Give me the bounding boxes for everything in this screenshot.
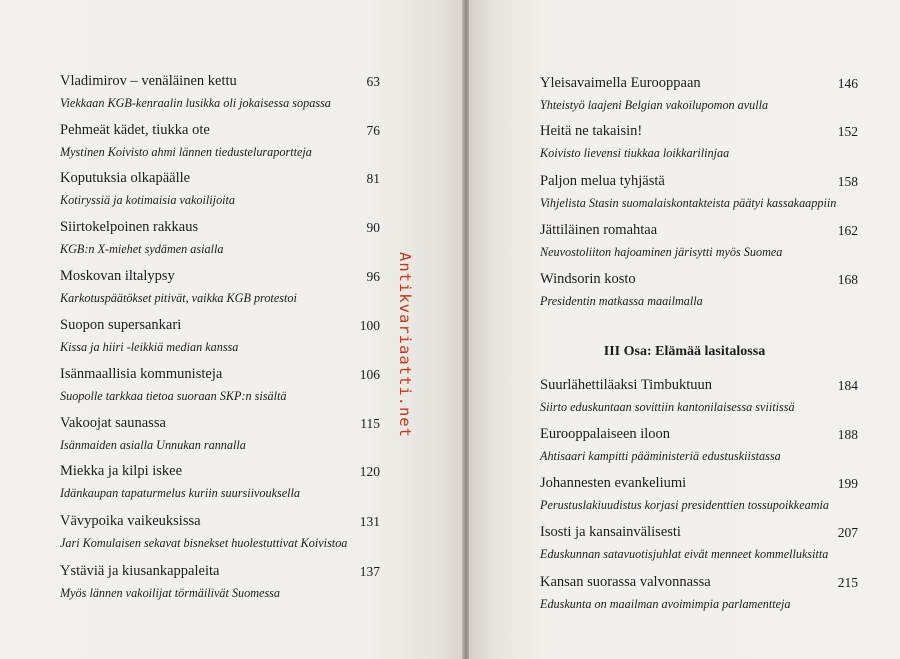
entry-page-number: 96 bbox=[366, 269, 380, 284]
entry-title: Miekka ja kilpi iskee bbox=[60, 463, 183, 479]
entry-subtitle: Kotiryssiä ja kotimaisia vakoilijoita bbox=[60, 193, 236, 207]
entry-subtitle: Presidentin matkassa maailmalla bbox=[540, 294, 703, 308]
entry-title: Suurlähettiläaksi Timbuktuun bbox=[540, 377, 712, 393]
entry-page-number: 215 bbox=[837, 575, 858, 590]
entry-title: Moskovan iltalypsy bbox=[60, 268, 175, 284]
entry-subtitle: Neuvostoliiton hajoaminen järisytti myös Suomea bbox=[540, 245, 783, 259]
entry-title: Pehmeät kädet, tiukka ote bbox=[60, 122, 210, 138]
entry-title: Heitä ne takaisin! bbox=[540, 123, 643, 139]
entry-title: Ystäviä ja kiusankappaleita bbox=[60, 563, 220, 579]
entry-subtitle: Viekkaan KGB-kenraalin lusikka oli jokaisessa sopassa bbox=[60, 96, 331, 110]
entry-page-number: 120 bbox=[359, 464, 380, 479]
entry-page-number: 146 bbox=[837, 76, 858, 91]
entry-page-number: 90 bbox=[366, 220, 380, 235]
right-page bbox=[469, 0, 900, 659]
entry-title: Johannesten evankeliumi bbox=[540, 475, 687, 491]
entry-title: Isänmaallisia kommunisteja bbox=[60, 366, 223, 382]
entry-subtitle: Myös lännen vakoilijat törmäilivät Suomessa bbox=[60, 586, 281, 600]
entry-subtitle: Eduskunta on maailman avoimimpia parlamentteja bbox=[540, 597, 791, 611]
entry-subtitle: Suopolle tarkkaa tietoa suoraan SKP:n sisältä bbox=[60, 389, 287, 403]
entry-subtitle: Siirto eduskuntaan sovittiin kantonilaisessa sviitissä bbox=[540, 400, 795, 414]
entry-subtitle: Kissa ja hiiri -leikkiä median kanssa bbox=[60, 340, 239, 354]
entry-title: Paljon melua tyhjästä bbox=[540, 173, 665, 189]
entry-title: Yleisavaimella Eurooppaan bbox=[540, 75, 701, 91]
entry-title: Siirtokelpoinen rakkaus bbox=[60, 219, 199, 235]
entry-page-number: 199 bbox=[837, 476, 858, 491]
entry-page-number: 158 bbox=[837, 174, 858, 189]
entry-title: Jättiläinen romahtaa bbox=[540, 222, 658, 238]
entry-page-number: 76 bbox=[366, 123, 380, 138]
entry-subtitle: Perustuslakiuudistus korjasi presidenttien tossupoikkeamia bbox=[540, 498, 829, 512]
entry-title: Koputuksia olkapäälle bbox=[60, 170, 191, 186]
entry-subtitle: KGB:n X-miehet sydämen asialla bbox=[60, 242, 224, 256]
entry-subtitle: Eduskunnan satavuotisjuhlat eivät menneet kommelluksitta bbox=[540, 547, 829, 561]
entry-subtitle: Vihjelista Stasin suomalaiskontakteista päätyi kassakaappiin bbox=[540, 196, 837, 210]
entry-page-number: 152 bbox=[837, 124, 858, 139]
entry-subtitle: Isänmaiden asialla Unnukan rannalla bbox=[60, 438, 246, 452]
entry-title: Suopon supersankari bbox=[60, 317, 182, 333]
entry-subtitle: Yhteistyö laajeni Belgian vakoilupomon avulla bbox=[540, 98, 769, 112]
section-heading: III Osa: Elämää lasitalossa bbox=[603, 344, 766, 359]
entry-page-number: 106 bbox=[359, 367, 380, 382]
entry-page-number: 168 bbox=[837, 272, 858, 287]
entry-subtitle: Koivisto lievensi tiukkaa loikkarilinjaa bbox=[540, 146, 730, 160]
entry-subtitle: Idänkaupan tapaturmelus kuriin suursiivouksella bbox=[60, 486, 301, 500]
entry-page-number: 131 bbox=[359, 514, 380, 529]
entry-page-number: 81 bbox=[366, 171, 380, 186]
entry-subtitle: Ahtisaari kampitti pääministeriä edustuskiistassa bbox=[540, 449, 781, 463]
entry-page-number: 188 bbox=[837, 427, 858, 442]
entry-page-number: 115 bbox=[360, 416, 380, 431]
entry-subtitle: Mystinen Koivisto ahmi lännen tiedusteluraportteja bbox=[60, 145, 312, 159]
entry-title: Vävypoika vaikeuksissa bbox=[60, 513, 201, 529]
entry-title: Vladimirov – venäläinen kettu bbox=[60, 73, 237, 89]
watermark-text: Antikvariaatti.net bbox=[396, 252, 414, 438]
entry-page-number: 63 bbox=[366, 74, 380, 89]
entry-subtitle: Jari Komulaisen sekavat bisnekset huolestuttivat Koivistoa bbox=[60, 536, 348, 550]
entry-title: Kansan suorassa valvonnassa bbox=[540, 574, 711, 590]
entry-title: Isosti ja kansainvälisesti bbox=[540, 524, 681, 540]
entry-page-number: 184 bbox=[837, 378, 858, 393]
entry-page-number: 207 bbox=[837, 525, 858, 540]
entry-page-number: 137 bbox=[359, 564, 380, 579]
entry-subtitle: Karkotuspäätökset pitivät, vaikka KGB protestoi bbox=[60, 291, 297, 305]
entry-title: Eurooppalaiseen iloon bbox=[540, 426, 671, 442]
entry-page-number: 162 bbox=[837, 223, 858, 238]
entry-title: Windsorin kosto bbox=[540, 271, 636, 287]
entry-page-number: 100 bbox=[359, 318, 380, 333]
entry-title: Vakoojat saunassa bbox=[60, 415, 166, 431]
